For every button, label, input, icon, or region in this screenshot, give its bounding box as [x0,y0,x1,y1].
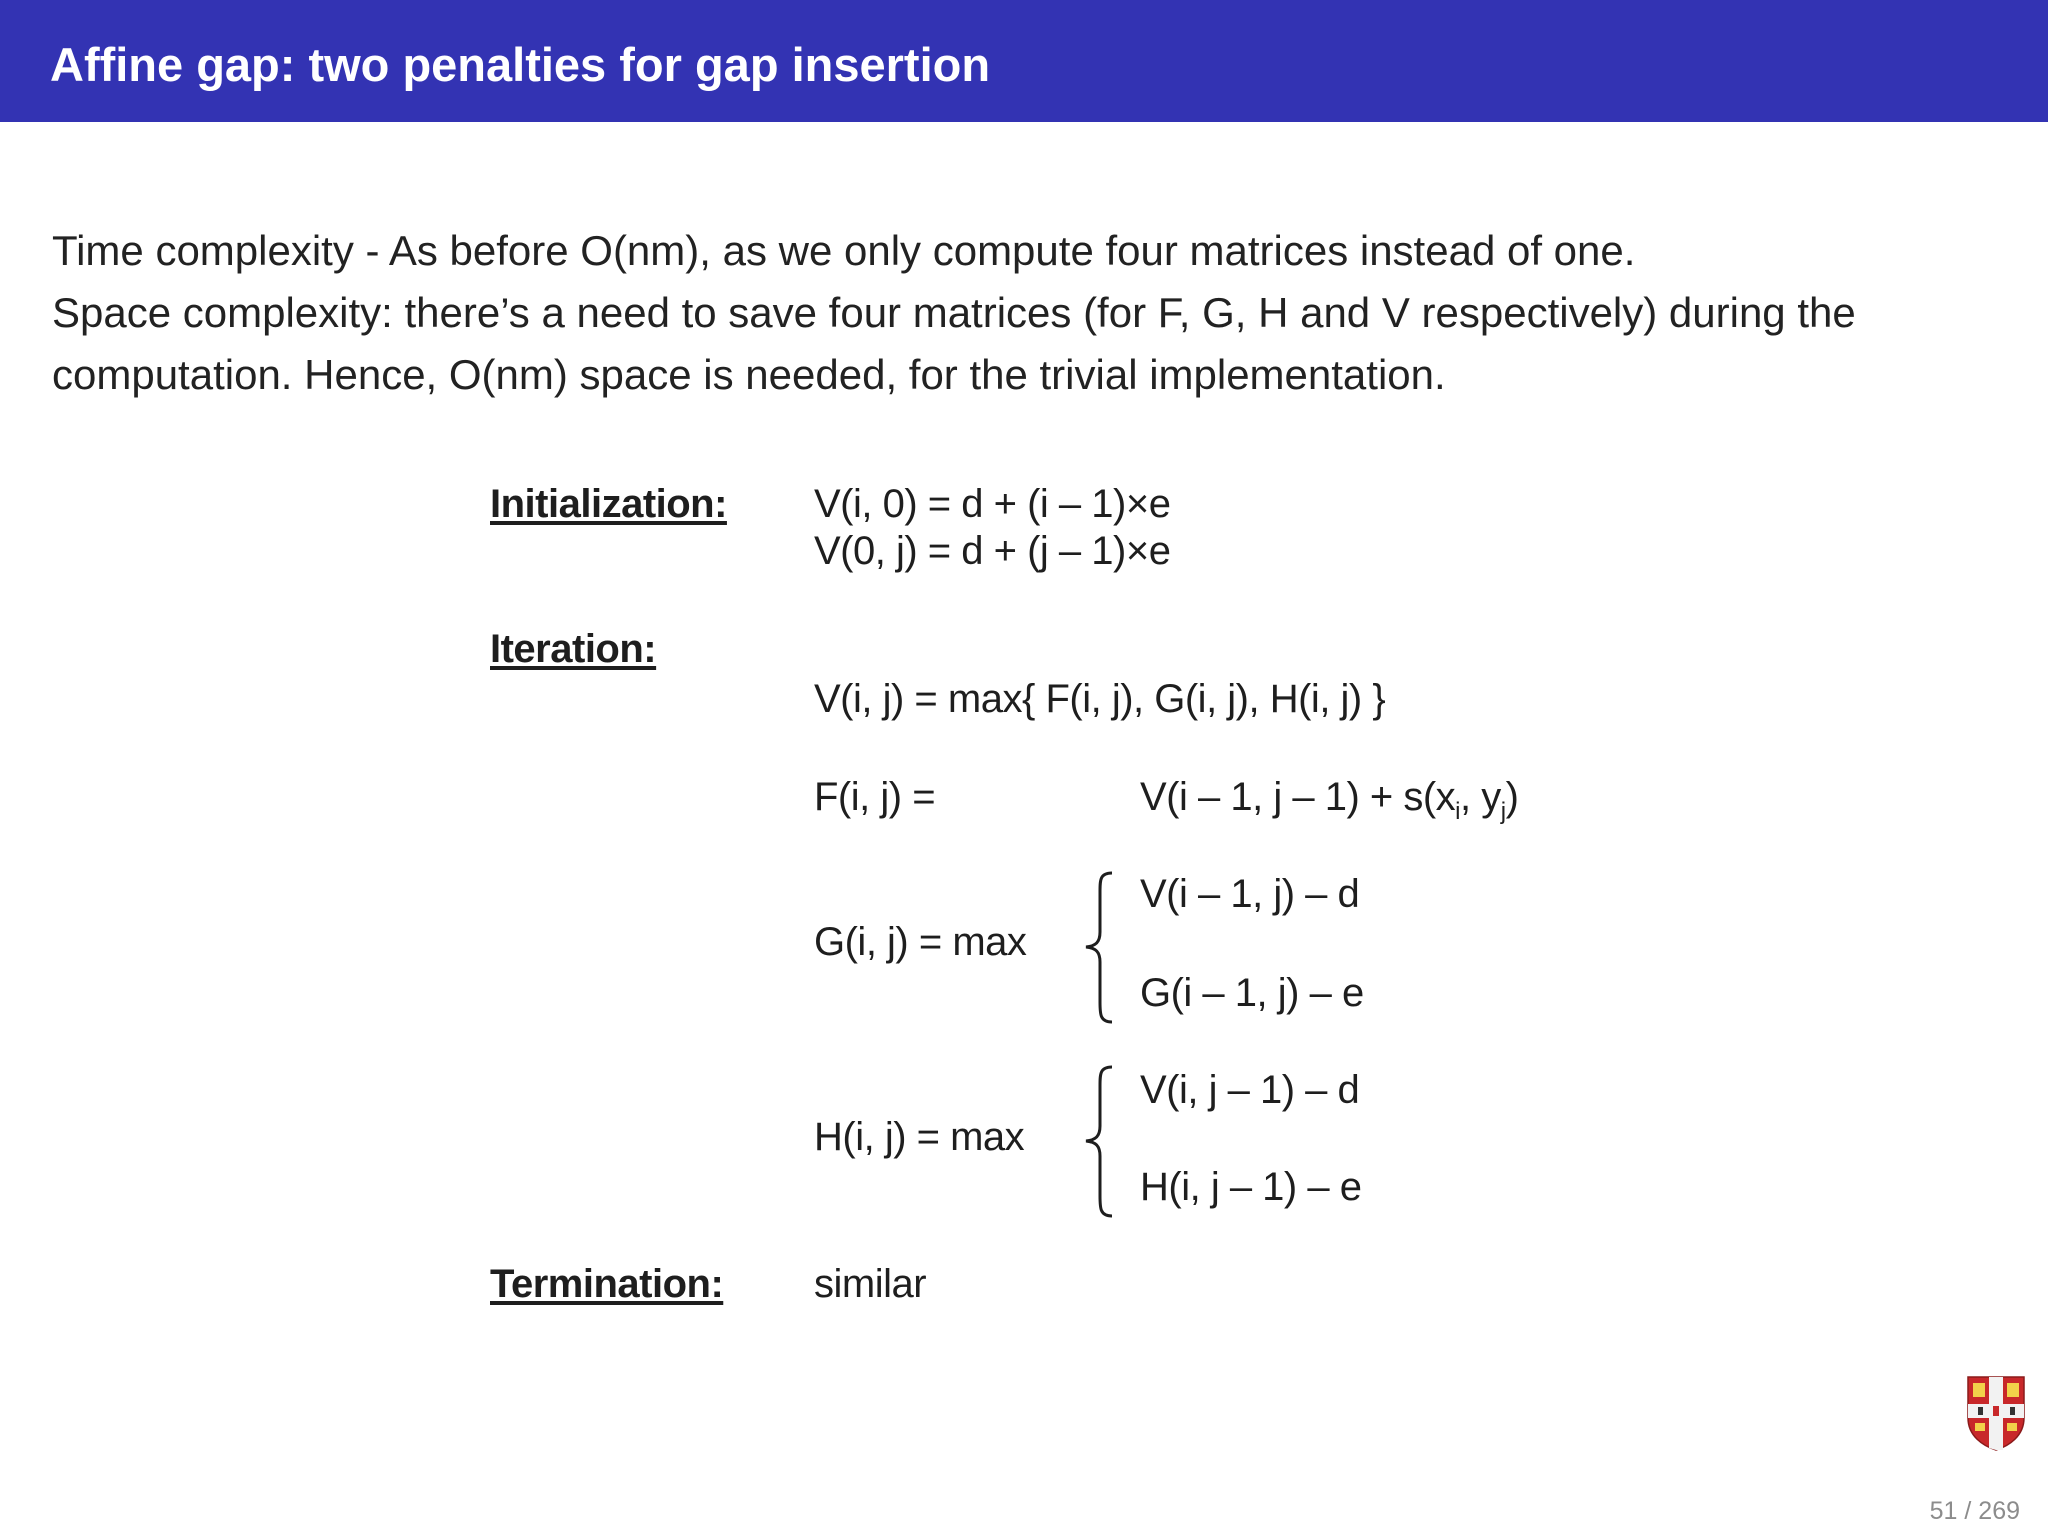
termination-header: Termination: [490,1262,724,1306]
g-lhs: G(i, j) = max [814,920,1027,964]
init-equation-row: V(i, 0) = d + (i – 1)×e [814,482,1171,526]
g-brace-icon [1080,870,1140,1025]
page-number: 51 / 269 [1929,1497,2020,1525]
g-case-1: V(i – 1, j) – d [1140,872,1360,916]
h-case-2: H(i, j – 1) – e [1140,1165,1362,1209]
university-crest-icon [1965,1374,2027,1452]
f-rhs [1140,773,1519,825]
paragraph-line: Time complexity - As before O(nm), as we only compute four matrices instead of one. [52,227,1636,274]
h-lhs: H(i, j) = max [814,1115,1025,1159]
termination-value: similar [814,1262,927,1306]
f-rhs-sub-j: j [1500,798,1506,825]
v-recurrence: V(i, j) = max{ F(i, j), G(i, j), H(i, j) } [814,677,1386,721]
init-equation-col: V(0, j) = d + (j – 1)×e [814,529,1171,573]
g-case-2: G(i – 1, j) – e [1140,971,1364,1015]
slide-title: Affine gap: two penalties for gap insertion [50,38,991,91]
paragraph-line: computation. Hence, O(nm) space is needed, for the trivial implementation. [52,351,1446,398]
paragraph-line: Space complexity: there’s a need to save four matrices (for F, G, H and V respectively) during the [52,289,1856,336]
f-rhs-sub-i: i [1455,798,1461,825]
h-brace-icon [1080,1064,1140,1219]
f-rhs-main: V(i – 1, j – 1) + s(x [1140,775,1456,819]
initialization-header: Initialization: [490,482,727,526]
f-lhs: F(i, j) = [814,775,936,819]
f-rhs-end: ) [1505,775,1519,819]
f-rhs-mid: , y [1460,775,1501,819]
h-case-1: V(i, j – 1) – d [1140,1068,1360,1112]
iteration-header: Iteration: [490,627,657,671]
